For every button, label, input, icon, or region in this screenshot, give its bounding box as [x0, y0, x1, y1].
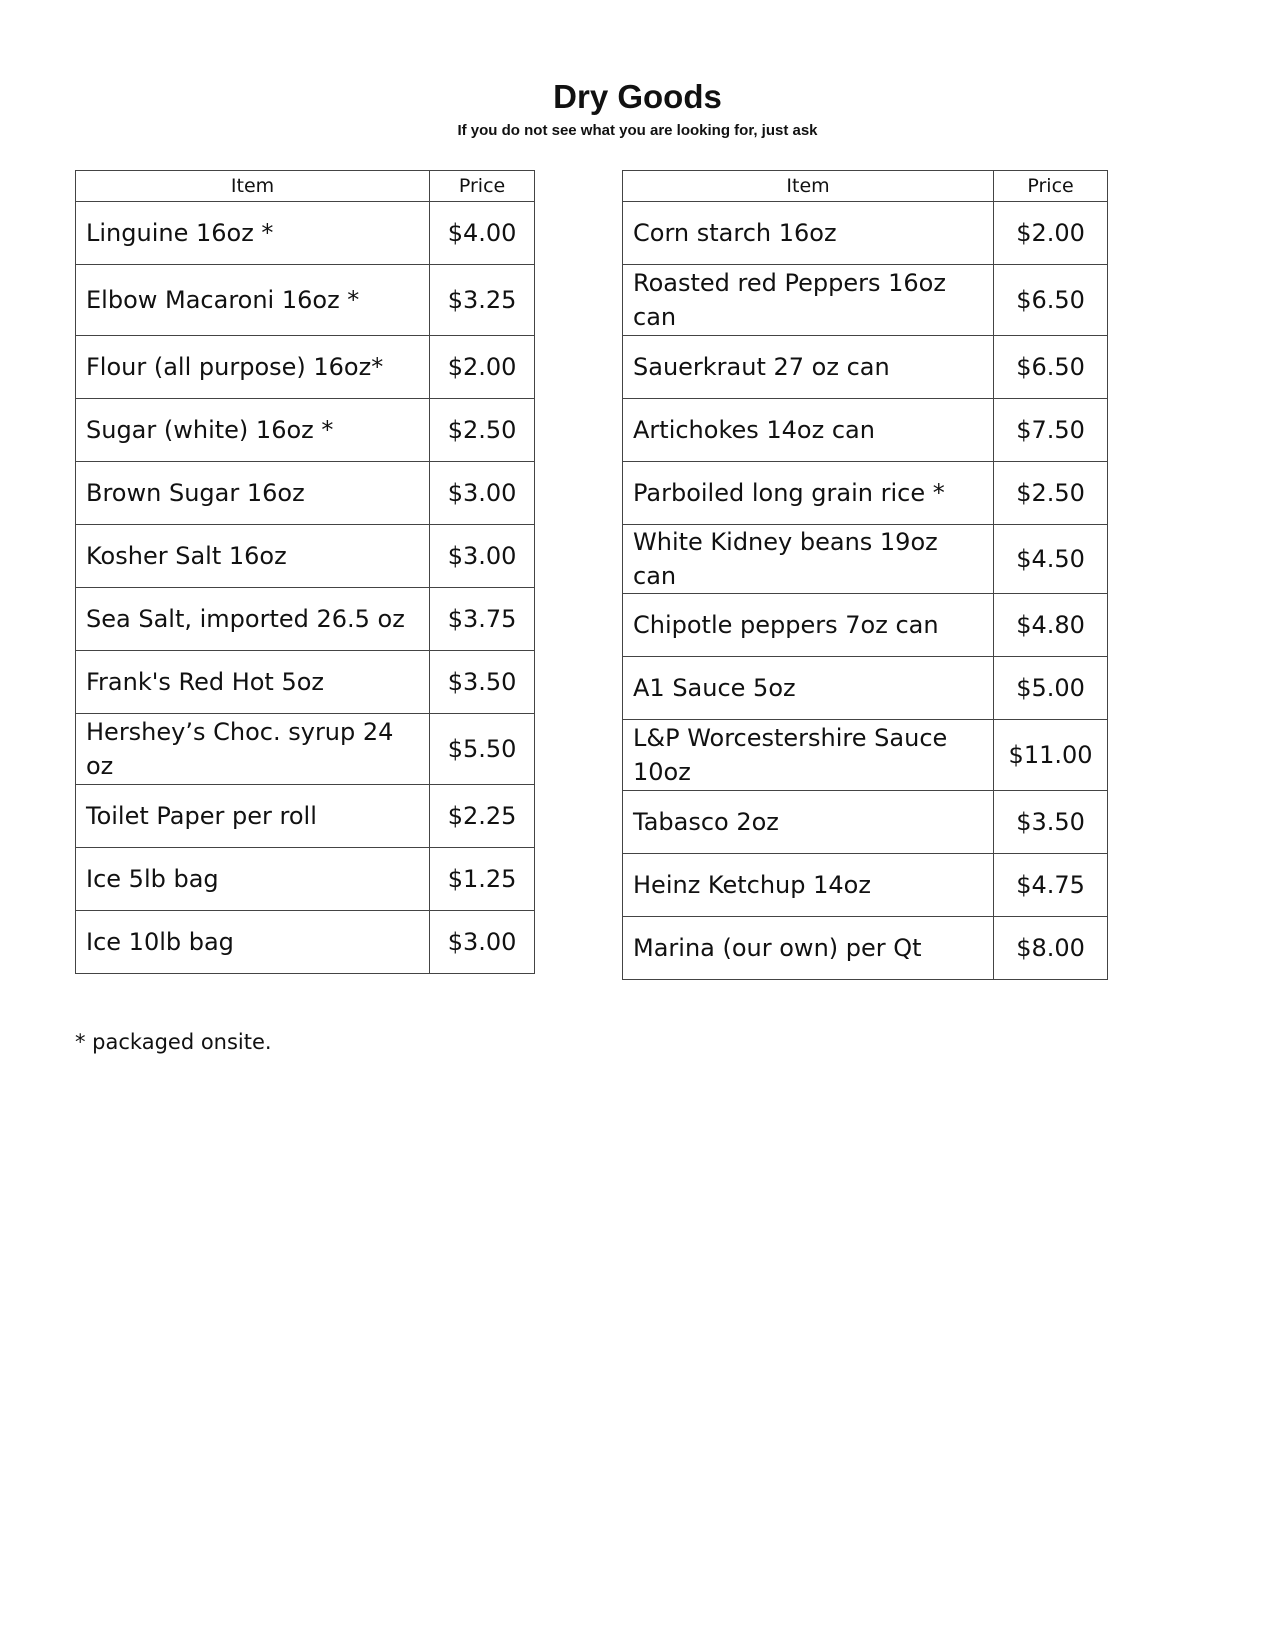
table-row — [76, 714, 535, 785]
price-cell: $2.50 — [994, 462, 1108, 525]
price-cell: $3.75 — [430, 588, 535, 651]
price-table-left — [75, 170, 535, 974]
table-row — [76, 588, 535, 651]
item-cell: A1 Sauce 5oz — [623, 657, 994, 720]
table-row — [623, 917, 1108, 980]
price-column-header: Price — [994, 171, 1108, 202]
price-cell: $3.00 — [430, 525, 535, 588]
table-row — [623, 594, 1108, 657]
table-row — [623, 265, 1108, 336]
item-cell: Elbow Macaroni 16oz * — [76, 265, 430, 336]
item-cell: Marina (our own) per Qt — [623, 917, 994, 980]
item-cell: Tabasco 2oz — [623, 791, 994, 854]
price-cell: $2.50 — [430, 399, 535, 462]
item-cell: Flour (all purpose) 16oz* — [76, 336, 430, 399]
price-cell: $3.00 — [430, 462, 535, 525]
price-cell: $4.80 — [994, 594, 1108, 657]
price-cell: $3.00 — [430, 911, 535, 974]
price-cell: $4.75 — [994, 854, 1108, 917]
item-cell: White Kidney beans 19oz can — [623, 525, 994, 594]
price-cell: $5.00 — [994, 657, 1108, 720]
footnote: * packaged onsite. — [75, 1030, 272, 1054]
item-cell: Parboiled long grain rice * — [623, 462, 994, 525]
price-cell: $2.00 — [994, 202, 1108, 265]
table-row — [76, 785, 535, 848]
item-cell: Roasted red Peppers 16oz can — [623, 265, 994, 336]
price-cell: $6.50 — [994, 336, 1108, 399]
price-cell: $3.50 — [430, 651, 535, 714]
table-row — [623, 854, 1108, 917]
price-cell: $2.25 — [430, 785, 535, 848]
item-cell: Corn starch 16oz — [623, 202, 994, 265]
item-cell: Chipotle peppers 7oz can — [623, 594, 994, 657]
price-cell: $6.50 — [994, 265, 1108, 336]
item-cell: Hershey’s Choc. syrup 24 oz — [76, 714, 430, 785]
table-row — [623, 336, 1108, 399]
item-cell: Linguine 16oz * — [76, 202, 430, 265]
price-cell: $4.50 — [994, 525, 1108, 594]
item-cell: Kosher Salt 16oz — [76, 525, 430, 588]
item-column-header: Item — [76, 171, 430, 202]
table-row — [76, 525, 535, 588]
table-header-row — [623, 171, 1108, 202]
item-column-header: Item — [623, 171, 994, 202]
item-cell: Artichokes 14oz can — [623, 399, 994, 462]
item-cell: Brown Sugar 16oz — [76, 462, 430, 525]
table-row — [76, 651, 535, 714]
table-row — [623, 657, 1108, 720]
price-cell: $11.00 — [994, 720, 1108, 791]
item-cell: Sugar (white) 16oz * — [76, 399, 430, 462]
table-row — [623, 462, 1108, 525]
table-row — [76, 911, 535, 974]
item-cell: Sauerkraut 27 oz can — [623, 336, 994, 399]
price-cell: $1.25 — [430, 848, 535, 911]
table-row — [76, 265, 535, 336]
table-row — [76, 848, 535, 911]
table-row — [623, 720, 1108, 791]
table-row — [76, 202, 535, 265]
price-cell: $5.50 — [430, 714, 535, 785]
item-cell: Toilet Paper per roll — [76, 785, 430, 848]
item-cell: Sea Salt, imported 26.5 oz — [76, 588, 430, 651]
price-cell: $3.25 — [430, 265, 535, 336]
price-column-header: Price — [430, 171, 535, 202]
price-cell: $4.00 — [430, 202, 535, 265]
price-cell: $2.00 — [430, 336, 535, 399]
item-cell: L&P Worcestershire Sauce 10oz — [623, 720, 994, 791]
item-cell: Ice 5lb bag — [76, 848, 430, 911]
price-cell: $7.50 — [994, 399, 1108, 462]
table-row — [623, 791, 1108, 854]
page-title: Dry Goods — [553, 78, 722, 115]
table-row — [623, 202, 1108, 265]
table-header-row — [76, 171, 535, 202]
price-table-right — [622, 170, 1108, 980]
page-subtitle: If you do not see what you are looking for, just ask — [457, 122, 818, 139]
price-cell: $3.50 — [994, 791, 1108, 854]
item-cell: Frank's Red Hot 5oz — [76, 651, 430, 714]
table-row — [76, 336, 535, 399]
item-cell: Heinz Ketchup 14oz — [623, 854, 994, 917]
table-row — [623, 525, 1108, 594]
table-row — [76, 462, 535, 525]
price-cell: $8.00 — [994, 917, 1108, 980]
item-cell: Ice 10lb bag — [76, 911, 430, 974]
table-row — [623, 399, 1108, 462]
table-row — [76, 399, 535, 462]
